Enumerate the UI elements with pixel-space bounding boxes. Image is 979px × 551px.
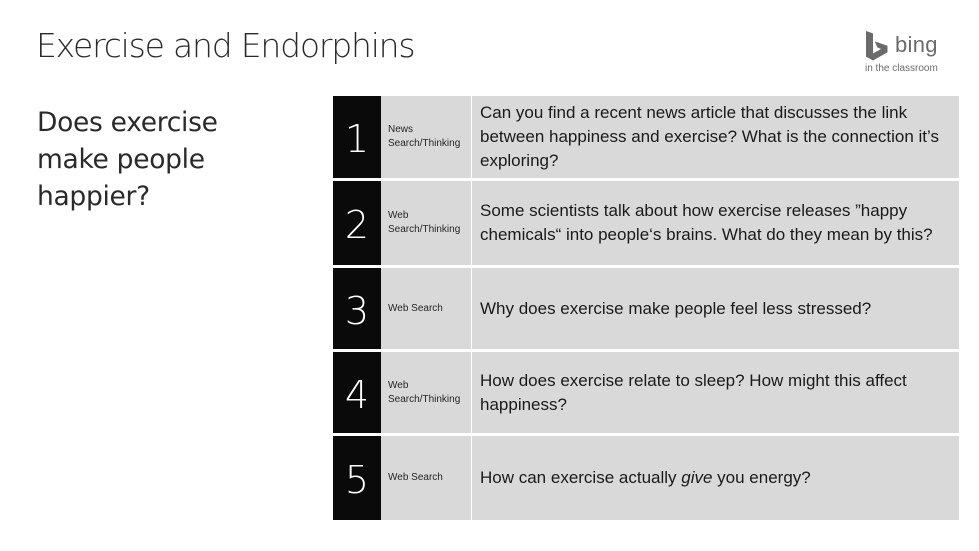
logo-wordmark: bing (895, 32, 938, 57)
row-number: 4 (333, 352, 381, 433)
slide-title: Exercise and Endorphins (36, 26, 415, 65)
logo-subtitle: in the classroom (865, 63, 938, 74)
activity-table (333, 96, 959, 520)
row-tool: Web Search/Thinking (381, 181, 472, 265)
row-prompt-text: Can you find a recent news article that discusses the link between happiness and exercise? What is the connection it’s exploring? (480, 103, 939, 170)
table-row (333, 436, 959, 520)
row-prompt-text (480, 466, 811, 490)
prompt-text-start: How can exercise actually (480, 468, 682, 487)
row-tool: News Search/Thinking (381, 96, 472, 178)
row-number: 2 (333, 181, 381, 265)
row-prompt (472, 436, 959, 520)
row-prompt-text: Why does exercise make people feel less stressed? (480, 298, 872, 318)
row-number: 5 (333, 436, 381, 520)
row-number: 1 (333, 96, 381, 178)
row-number: 3 (333, 268, 381, 349)
bing-in-the-classroom-logo (864, 31, 944, 77)
row-tool: Web Search (381, 268, 472, 349)
driving-question: Does exercise make people happier? (37, 107, 218, 212)
row-prompt (472, 96, 959, 178)
row-prompt (472, 268, 959, 349)
prompt-text-end: you energy? (712, 468, 811, 487)
row-prompt-text: How does exercise relate to sleep? How might this affect happiness? (480, 370, 907, 414)
row-prompt-text: Some scientists talk about how exercise releases ”happy chemicals“ into people‘s brains. What do they mean by this? (480, 201, 933, 244)
table-row (333, 96, 959, 178)
prompt-emphasis: give (681, 468, 713, 487)
table-row (333, 352, 959, 433)
row-prompt (472, 352, 959, 433)
table-row (333, 268, 959, 349)
row-tool: Web Search (381, 436, 472, 520)
table-row (333, 181, 959, 265)
row-prompt (472, 181, 959, 265)
bing-b-logo-icon (864, 31, 890, 63)
row-tool: Web Search/Thinking (381, 352, 472, 433)
